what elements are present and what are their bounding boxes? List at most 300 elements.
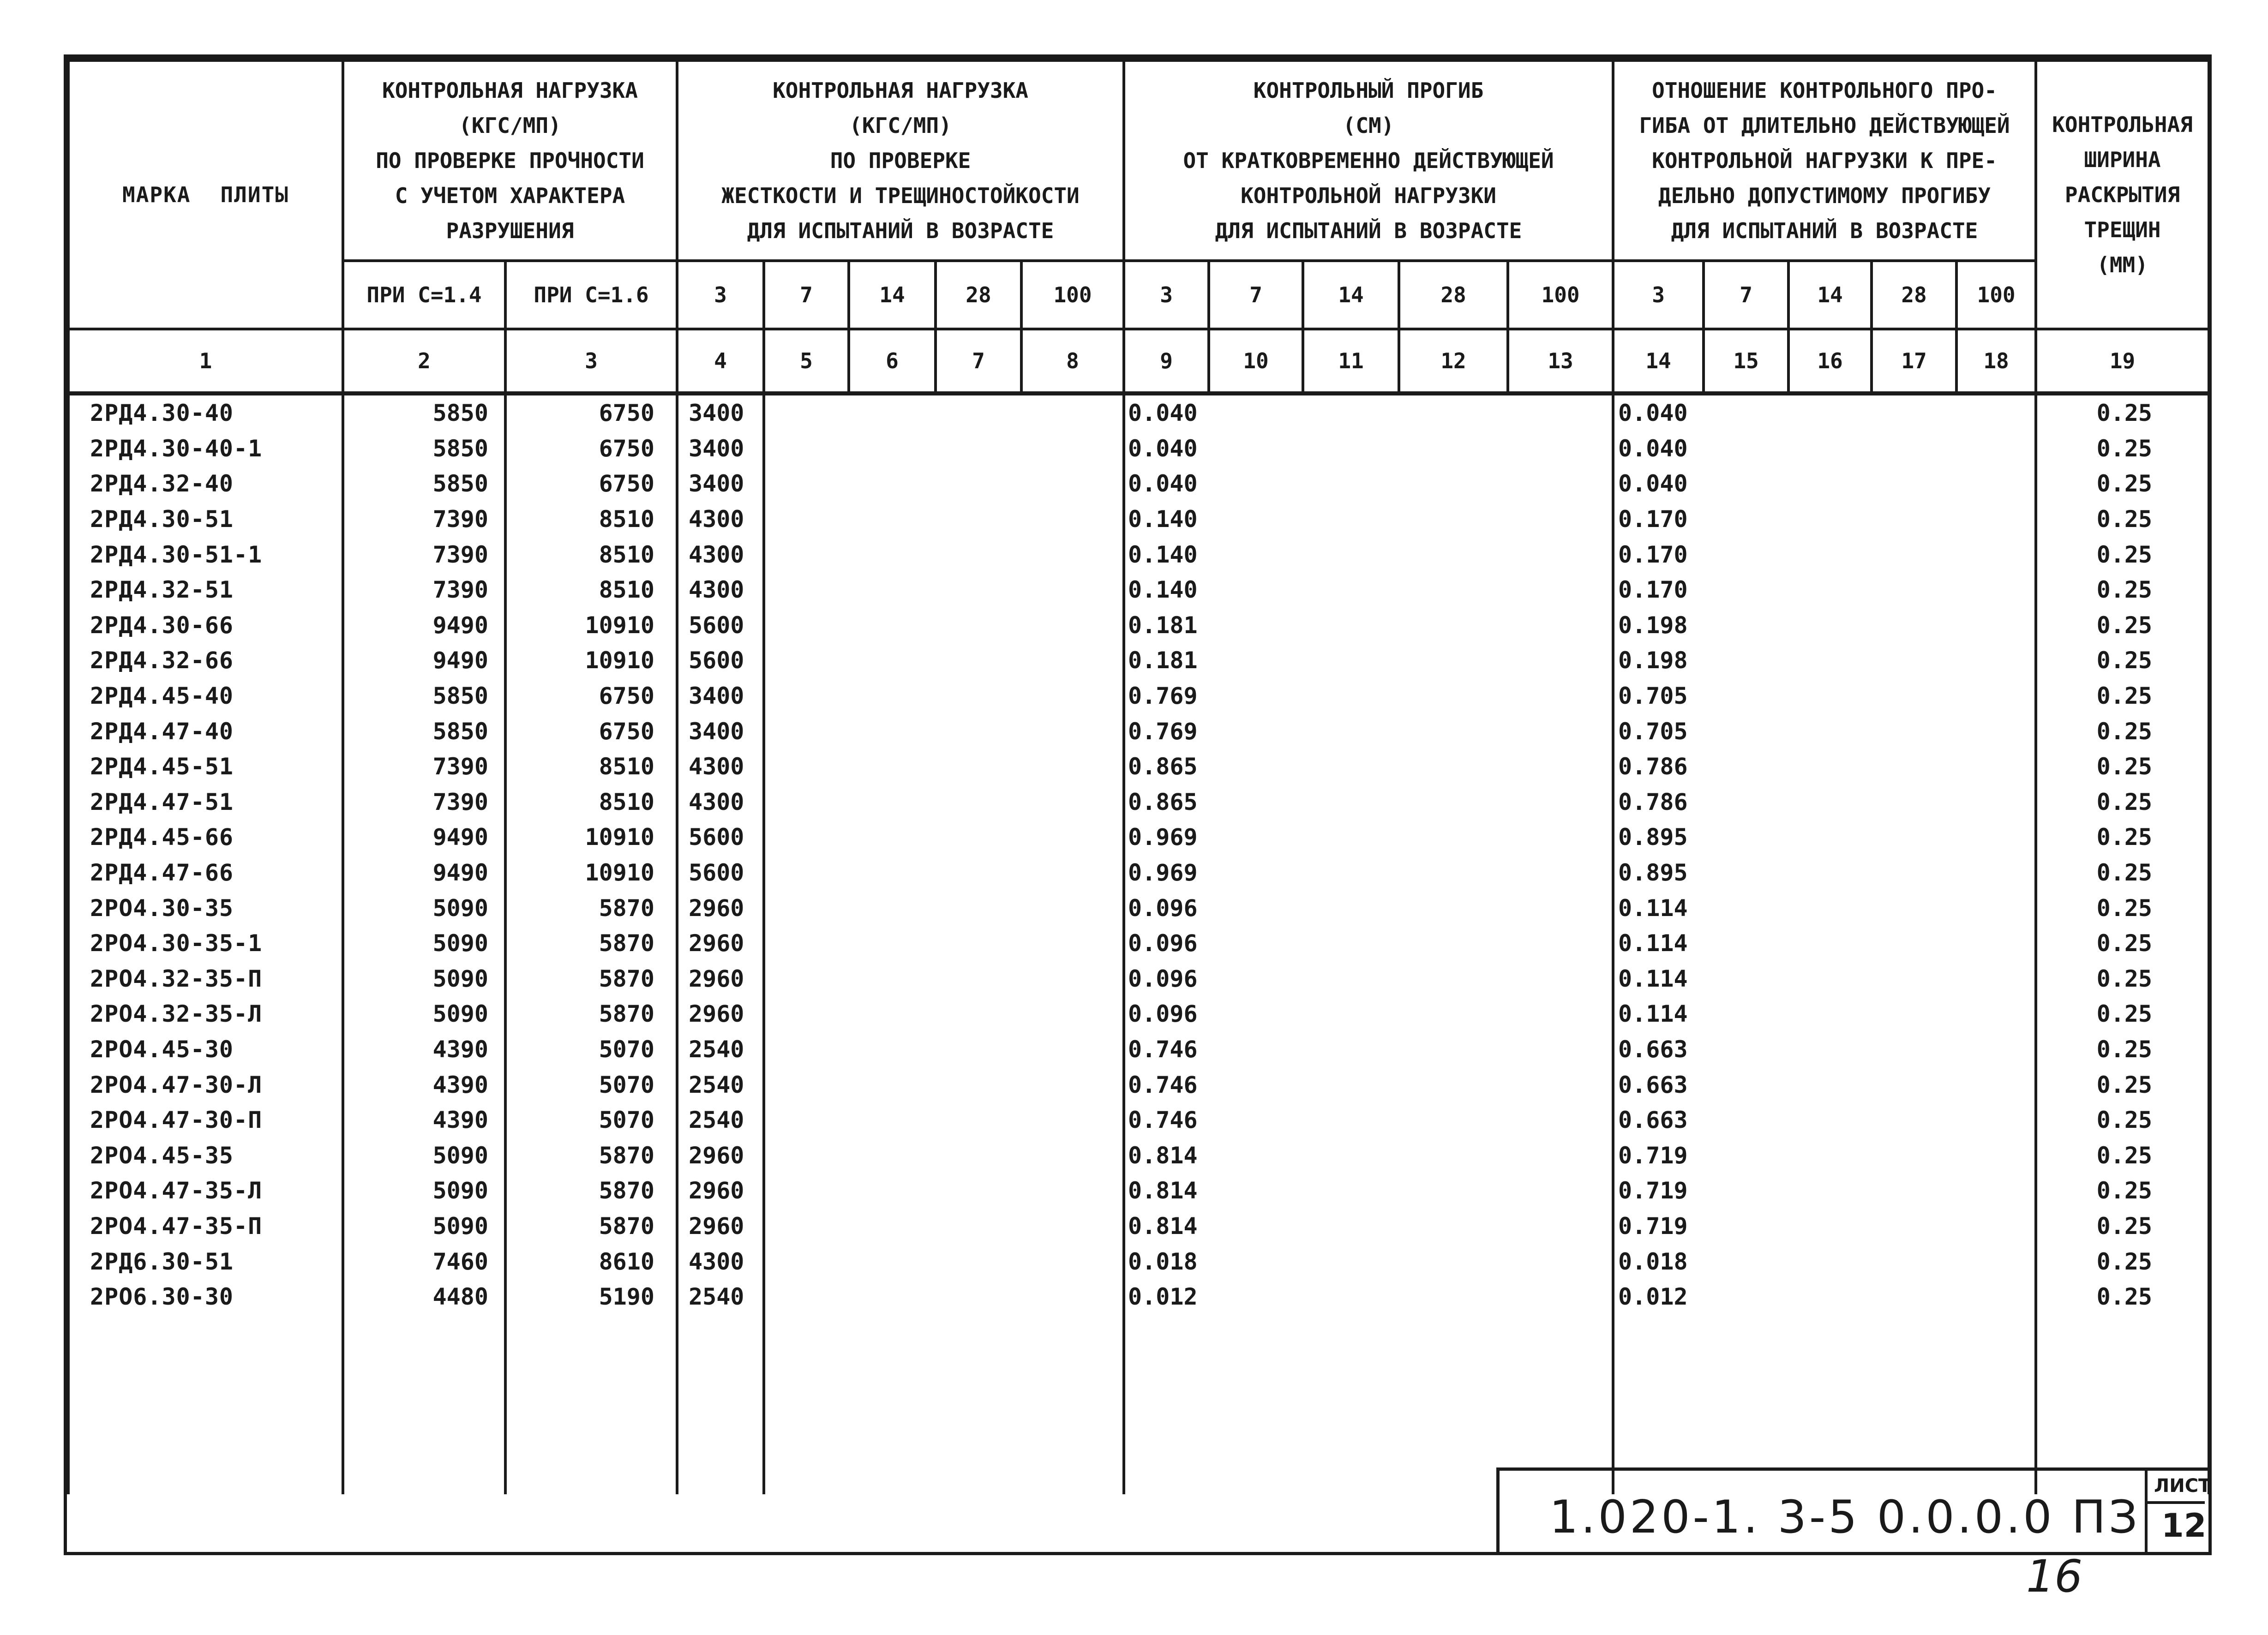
- empty-cell: [764, 678, 849, 714]
- cell-mark: 2РО4.30-35: [68, 890, 343, 926]
- cell-defl3: 0.865: [1124, 749, 1209, 785]
- empty-cell: [1872, 1244, 1956, 1279]
- empty-cell: [1704, 678, 1788, 714]
- empty-cell: [1956, 1032, 2036, 1067]
- empty-cell: [1399, 961, 1508, 997]
- empty-cell: [1956, 678, 2036, 714]
- empty-cell: [1508, 678, 1613, 714]
- cell-stiff3: 4300: [677, 1244, 764, 1279]
- cell-defl3: 0.746: [1124, 1102, 1209, 1138]
- empty-cell: [1788, 1138, 1872, 1173]
- empty-cell: [1399, 1067, 1508, 1102]
- cell-c16: 5870: [505, 926, 677, 961]
- cell-crack: 0.25: [2036, 1209, 2209, 1244]
- cell-ratio3: 0.114: [1613, 890, 1704, 926]
- cell-c14: 5850: [343, 678, 505, 714]
- cell-mark: 2РО4.47-30-П: [68, 1102, 343, 1138]
- empty-cell: [1788, 961, 1872, 997]
- empty-cell: [1956, 713, 2036, 749]
- cell-c14: 7390: [343, 537, 505, 572]
- empty-cell: [936, 1102, 1021, 1138]
- empty-cell: [1209, 394, 1303, 431]
- cell-ratio3: 0.719: [1613, 1138, 1704, 1173]
- empty-cell: [1303, 572, 1399, 608]
- header-marka: МАРКА ПЛИТЫ: [68, 60, 343, 329]
- empty-cell: [1399, 1314, 1508, 1494]
- cell-stiff3: 5600: [677, 855, 764, 891]
- empty-cell: [1872, 855, 1956, 891]
- cell-c16: 10910: [505, 643, 677, 678]
- cell-c16: 6750: [505, 466, 677, 502]
- empty-cell: [1303, 394, 1399, 431]
- table-row: [68, 713, 2209, 749]
- cell-crack: 0.25: [2036, 1102, 2209, 1138]
- empty-cell: [849, 1314, 936, 1494]
- empty-cell: [936, 996, 1021, 1032]
- empty-cell: [1704, 431, 1788, 467]
- cell-c14: 5090: [343, 1209, 505, 1244]
- table-row: [68, 466, 2209, 502]
- empty-cell: [1508, 502, 1613, 537]
- empty-cell: [1956, 855, 2036, 891]
- column-number: 2: [343, 329, 505, 394]
- empty-cell: [1209, 466, 1303, 502]
- cell-ratio3: 0.663: [1613, 1067, 1704, 1102]
- empty-cell: [764, 608, 849, 643]
- column-number: 3: [505, 329, 677, 394]
- cell-defl3: 0.769: [1124, 713, 1209, 749]
- empty-cell: [1303, 926, 1399, 961]
- cell-stiff3: 3400: [677, 394, 764, 431]
- empty-cell: [677, 1314, 764, 1494]
- empty-cell: [1209, 537, 1303, 572]
- empty-cell: [1956, 820, 2036, 855]
- cell-defl3: 0.969: [1124, 820, 1209, 855]
- cell-crack: 0.25: [2036, 678, 2209, 714]
- empty-cell: [1508, 537, 1613, 572]
- cell-stiff3: 5600: [677, 643, 764, 678]
- empty-cell: [1399, 466, 1508, 502]
- empty-cell: [1399, 1032, 1508, 1067]
- empty-cell: [1399, 608, 1508, 643]
- cell-mark: 2РД4.30-40-1: [68, 431, 343, 467]
- empty-cell: [1021, 1102, 1124, 1138]
- cell-stiff3: 4300: [677, 537, 764, 572]
- column-number: 10: [1209, 329, 1303, 394]
- column-number: 16: [1788, 329, 1872, 394]
- cell-c16: 10910: [505, 608, 677, 643]
- empty-cell: [1872, 1067, 1956, 1102]
- empty-cell: [1209, 713, 1303, 749]
- cell-c14: 5090: [343, 926, 505, 961]
- cell-mark: 2РД4.45-66: [68, 820, 343, 855]
- cell-defl3: 0.814: [1124, 1173, 1209, 1209]
- empty-cell: [1508, 996, 1613, 1032]
- empty-cell: [849, 713, 936, 749]
- empty-cell: [1508, 820, 1613, 855]
- empty-cell: [764, 855, 849, 891]
- cell-c14: 7390: [343, 749, 505, 785]
- cell-crack: 0.25: [2036, 1067, 2209, 1102]
- empty-cell: [1788, 749, 1872, 785]
- cell-mark: 2РО4.47-35-П: [68, 1209, 343, 1244]
- cell-c14: 4390: [343, 1067, 505, 1102]
- subheader-age: 3: [677, 261, 764, 329]
- subheader-age: 14: [849, 261, 936, 329]
- empty-cell: [764, 785, 849, 820]
- cell-c16: 6750: [505, 678, 677, 714]
- empty-cell: [1508, 1244, 1613, 1279]
- empty-cell: [1704, 1067, 1788, 1102]
- table-row: [68, 431, 2209, 467]
- empty-cell: [1303, 855, 1399, 891]
- cell-c16: 5870: [505, 1173, 677, 1209]
- empty-cell: [849, 678, 936, 714]
- empty-cell: [936, 431, 1021, 467]
- cell-crack: 0.25: [2036, 1279, 2209, 1315]
- empty-cell: [849, 1138, 936, 1173]
- empty-cell: [936, 749, 1021, 785]
- empty-cell: [1956, 537, 2036, 572]
- cell-mark: 2РД4.45-40: [68, 678, 343, 714]
- empty-cell: [1956, 890, 2036, 926]
- empty-cell: [936, 961, 1021, 997]
- empty-cell: [849, 855, 936, 891]
- cell-crack: 0.25: [2036, 502, 2209, 537]
- cell-c16: 5870: [505, 996, 677, 1032]
- empty-cell: [1021, 1209, 1124, 1244]
- subheader-age: 28: [936, 261, 1021, 329]
- empty-cell: [1303, 890, 1399, 926]
- empty-cell: [1021, 643, 1124, 678]
- empty-cell: [1788, 608, 1872, 643]
- cell-ratio3: 0.040: [1613, 431, 1704, 467]
- cell-ratio3: 0.114: [1613, 996, 1704, 1032]
- empty-cell: [1508, 608, 1613, 643]
- cell-c14: 7390: [343, 572, 505, 608]
- table-row: [68, 855, 2209, 891]
- column-number: 19: [2036, 329, 2209, 394]
- empty-cell: [1399, 1173, 1508, 1209]
- empty-cell: [1704, 1102, 1788, 1138]
- empty-cell: [1956, 502, 2036, 537]
- empty-cell: [1788, 1279, 1872, 1315]
- empty-cell: [1399, 926, 1508, 961]
- cell-crack: 0.25: [2036, 713, 2209, 749]
- empty-cell: [1209, 785, 1303, 820]
- empty-cell: [1021, 1314, 1124, 1494]
- empty-cell: [1956, 1173, 2036, 1209]
- cell-mark: 2РО4.30-35-1: [68, 926, 343, 961]
- empty-cell: [1788, 820, 1872, 855]
- cell-mark: 2РД4.47-66: [68, 855, 343, 891]
- subheader-age: 100: [1021, 261, 1124, 329]
- empty-cell: [1399, 1102, 1508, 1138]
- empty-cell: [1303, 608, 1399, 643]
- cell-c16: 8510: [505, 502, 677, 537]
- cell-stiff3: 4300: [677, 572, 764, 608]
- subheader-age: 28: [1399, 261, 1508, 329]
- empty-cell: [1956, 431, 2036, 467]
- cell-crack: 0.25: [2036, 572, 2209, 608]
- empty-cell: [1399, 713, 1508, 749]
- empty-cell: [1021, 466, 1124, 502]
- table-row: [68, 537, 2209, 572]
- empty-cell: [1872, 537, 1956, 572]
- cell-ratio3: 0.170: [1613, 502, 1704, 537]
- empty-cell: [1704, 537, 1788, 572]
- empty-cell: [936, 713, 1021, 749]
- header-deflection-ratio: ОТНОШЕНИЕ КОНТРОЛЬНОГО ПРО- ГИБА ОТ ДЛИТЕЛЬНО ДЕЙСТВУЮЩЕЙ КОНТРОЛЬНОЙ НАГРУЗКИ К ПРЕ- ДЕЛЬНО ДОПУСТИМОМУ ПРОГИБУ ДЛЯ ИСПЫТАНИЙ В ВОЗРАСТЕ: [1613, 60, 2036, 261]
- empty-cell: [1399, 394, 1508, 431]
- cell-stiff3: 4300: [677, 502, 764, 537]
- cell-stiff3: 3400: [677, 466, 764, 502]
- empty-cell: [1209, 608, 1303, 643]
- cell-c16: 8510: [505, 785, 677, 820]
- empty-cell: [1021, 1067, 1124, 1102]
- cell-stiff3: 5600: [677, 820, 764, 855]
- empty-cell: [1209, 1314, 1303, 1494]
- empty-cell: [849, 431, 936, 467]
- subheader-age: 7: [764, 261, 849, 329]
- empty-cell: [1956, 961, 2036, 997]
- empty-cell: [936, 1032, 1021, 1067]
- empty-cell: [1704, 466, 1788, 502]
- empty-cell: [1021, 749, 1124, 785]
- cell-c14: 9490: [343, 855, 505, 891]
- cell-ratio3: 0.114: [1613, 926, 1704, 961]
- empty-cell: [68, 1314, 343, 1494]
- empty-cell: [1704, 1032, 1788, 1067]
- cell-defl3: 0.140: [1124, 572, 1209, 608]
- cell-defl3: 0.040: [1124, 394, 1209, 431]
- empty-cell: [1021, 502, 1124, 537]
- cell-crack: 0.25: [2036, 820, 2209, 855]
- empty-cell: [1872, 1102, 1956, 1138]
- empty-cell: [1303, 1244, 1399, 1279]
- subheader-age: 3: [1613, 261, 1704, 329]
- empty-cell: [1788, 1102, 1872, 1138]
- empty-cell: [1021, 961, 1124, 997]
- cell-c14: 5090: [343, 961, 505, 997]
- table-row: [68, 996, 2209, 1032]
- empty-cell: [936, 890, 1021, 926]
- empty-cell: [1872, 785, 1956, 820]
- cell-ratio3: 0.040: [1613, 466, 1704, 502]
- empty-cell: [1704, 785, 1788, 820]
- empty-cell: [849, 394, 936, 431]
- empty-cell: [1209, 996, 1303, 1032]
- cell-crack: 0.25: [2036, 394, 2209, 431]
- cell-defl3: 0.040: [1124, 431, 1209, 467]
- cell-c14: 4480: [343, 1279, 505, 1315]
- empty-cell: [936, 1138, 1021, 1173]
- empty-cell: [1704, 572, 1788, 608]
- empty-cell: [1399, 431, 1508, 467]
- subheader-age: 100: [1508, 261, 1613, 329]
- empty-cell: [1872, 926, 1956, 961]
- cell-c16: 8510: [505, 572, 677, 608]
- empty-cell: [1704, 890, 1788, 926]
- cell-mark: 2РО4.32-35-П: [68, 961, 343, 997]
- table-row: [68, 1244, 2209, 1279]
- empty-cell: [849, 1279, 936, 1315]
- empty-cell: [849, 572, 936, 608]
- empty-cell: [1508, 1032, 1613, 1067]
- empty-cell: [1788, 855, 1872, 891]
- cell-c14: 4390: [343, 1032, 505, 1067]
- cell-defl3: 0.969: [1124, 855, 1209, 891]
- empty-cell: [1399, 996, 1508, 1032]
- cell-defl3: 0.746: [1124, 1067, 1209, 1102]
- cell-ratio3: 0.895: [1613, 855, 1704, 891]
- empty-cell: [1508, 1209, 1613, 1244]
- empty-cell: [1303, 961, 1399, 997]
- column-number: 4: [677, 329, 764, 394]
- table-header: [68, 60, 2209, 394]
- empty-cell: [1956, 1244, 2036, 1279]
- empty-cell: [1399, 785, 1508, 820]
- empty-cell: [1021, 1138, 1124, 1173]
- empty-cell: [1788, 678, 1872, 714]
- empty-cell: [849, 820, 936, 855]
- empty-cell: [1872, 890, 1956, 926]
- empty-cell: [1399, 749, 1508, 785]
- subheader-age: 100: [1956, 261, 2036, 329]
- empty-cell: [849, 1102, 936, 1138]
- empty-cell: [1704, 749, 1788, 785]
- cell-defl3: 0.018: [1124, 1244, 1209, 1279]
- empty-cell: [1956, 643, 2036, 678]
- cell-c14: 9490: [343, 820, 505, 855]
- empty-cell: [1209, 1138, 1303, 1173]
- cell-ratio3: 0.719: [1613, 1209, 1704, 1244]
- empty-cell: [1788, 785, 1872, 820]
- empty-cell: [1021, 820, 1124, 855]
- empty-cell: [1956, 572, 2036, 608]
- empty-cell: [1021, 855, 1124, 891]
- cell-crack: 0.25: [2036, 1032, 2209, 1067]
- empty-cell: [1209, 1032, 1303, 1067]
- empty-cell: [1872, 502, 1956, 537]
- empty-cell: [343, 1314, 505, 1494]
- empty-cell: [1021, 926, 1124, 961]
- cell-crack: 0.25: [2036, 890, 2209, 926]
- sheet-number-box: [2145, 1471, 2211, 1555]
- empty-cell: [1021, 537, 1124, 572]
- column-number: 7: [936, 329, 1021, 394]
- empty-cell: [1209, 678, 1303, 714]
- cell-stiff3: 2540: [677, 1102, 764, 1138]
- cell-crack: 0.25: [2036, 431, 2209, 467]
- cell-c16: 6750: [505, 394, 677, 431]
- empty-cell: [1209, 1173, 1303, 1209]
- table-row: [68, 572, 2209, 608]
- empty-cell: [1209, 502, 1303, 537]
- empty-cell: [1399, 1279, 1508, 1315]
- empty-cell: [1704, 961, 1788, 997]
- cell-c14: 5850: [343, 394, 505, 431]
- empty-cell: [764, 643, 849, 678]
- empty-cell: [1872, 608, 1956, 643]
- empty-cell: [1508, 855, 1613, 891]
- cell-c16: 5070: [505, 1067, 677, 1102]
- cell-stiff3: 2960: [677, 1173, 764, 1209]
- cell-crack: 0.25: [2036, 855, 2209, 891]
- document-code: 1.020-1. 3-5 0.0.0.0 ПЗ: [1549, 1491, 2141, 1544]
- empty-cell: [1788, 431, 1872, 467]
- empty-cell: [849, 926, 936, 961]
- empty-cell: [764, 502, 849, 537]
- empty-cell: [1956, 1209, 2036, 1244]
- cell-ratio3: 0.040: [1613, 394, 1704, 431]
- cell-mark: 2РД4.47-51: [68, 785, 343, 820]
- table-row: [68, 1032, 2209, 1067]
- empty-cell: [1399, 855, 1508, 891]
- cell-c16: 8510: [505, 749, 677, 785]
- table-row: [68, 1173, 2209, 1209]
- empty-cell: [936, 466, 1021, 502]
- empty-cell: [1209, 431, 1303, 467]
- empty-cell: [1303, 1138, 1399, 1173]
- empty-cell: [1124, 1314, 1209, 1494]
- cell-crack: 0.25: [2036, 961, 2209, 997]
- empty-cell: [936, 643, 1021, 678]
- cell-stiff3: 2960: [677, 1209, 764, 1244]
- empty-cell: [1508, 785, 1613, 820]
- empty-cell: [936, 785, 1021, 820]
- cell-mark: 2РО4.45-35: [68, 1138, 343, 1173]
- empty-cell: [1399, 820, 1508, 855]
- cell-defl3: 0.181: [1124, 608, 1209, 643]
- cell-ratio3: 0.663: [1613, 1032, 1704, 1067]
- empty-cell: [1209, 1209, 1303, 1244]
- empty-cell: [764, 1102, 849, 1138]
- empty-cell: [936, 855, 1021, 891]
- cell-crack: 0.25: [2036, 996, 2209, 1032]
- test-load-table: [67, 59, 2210, 1494]
- empty-cell: [1872, 643, 1956, 678]
- empty-cell: [1021, 1279, 1124, 1315]
- empty-cell: [764, 572, 849, 608]
- empty-cell: [1399, 1209, 1508, 1244]
- empty-cell: [1021, 431, 1124, 467]
- cell-defl3: 0.096: [1124, 996, 1209, 1032]
- empty-cell: [1021, 1244, 1124, 1279]
- empty-cell: [1788, 1209, 1872, 1244]
- cell-defl3: 0.140: [1124, 537, 1209, 572]
- empty-cell: [1021, 1032, 1124, 1067]
- cell-c14: 5850: [343, 713, 505, 749]
- empty-cell: [849, 643, 936, 678]
- empty-cell: [1956, 394, 2036, 431]
- empty-cell: [1872, 394, 1956, 431]
- table-row: [68, 608, 2209, 643]
- column-number: 17: [1872, 329, 1956, 394]
- empty-cell: [849, 502, 936, 537]
- empty-cell: [764, 890, 849, 926]
- cell-ratio3: 0.705: [1613, 678, 1704, 714]
- empty-cell: [1508, 643, 1613, 678]
- empty-cell: [1788, 537, 1872, 572]
- empty-cell: [1872, 1138, 1956, 1173]
- cell-ratio3: 0.895: [1613, 820, 1704, 855]
- empty-cell: [764, 713, 849, 749]
- empty-cell: [1209, 1279, 1303, 1315]
- column-number: 12: [1399, 329, 1508, 394]
- empty-cell: [764, 996, 849, 1032]
- empty-cell: [1508, 749, 1613, 785]
